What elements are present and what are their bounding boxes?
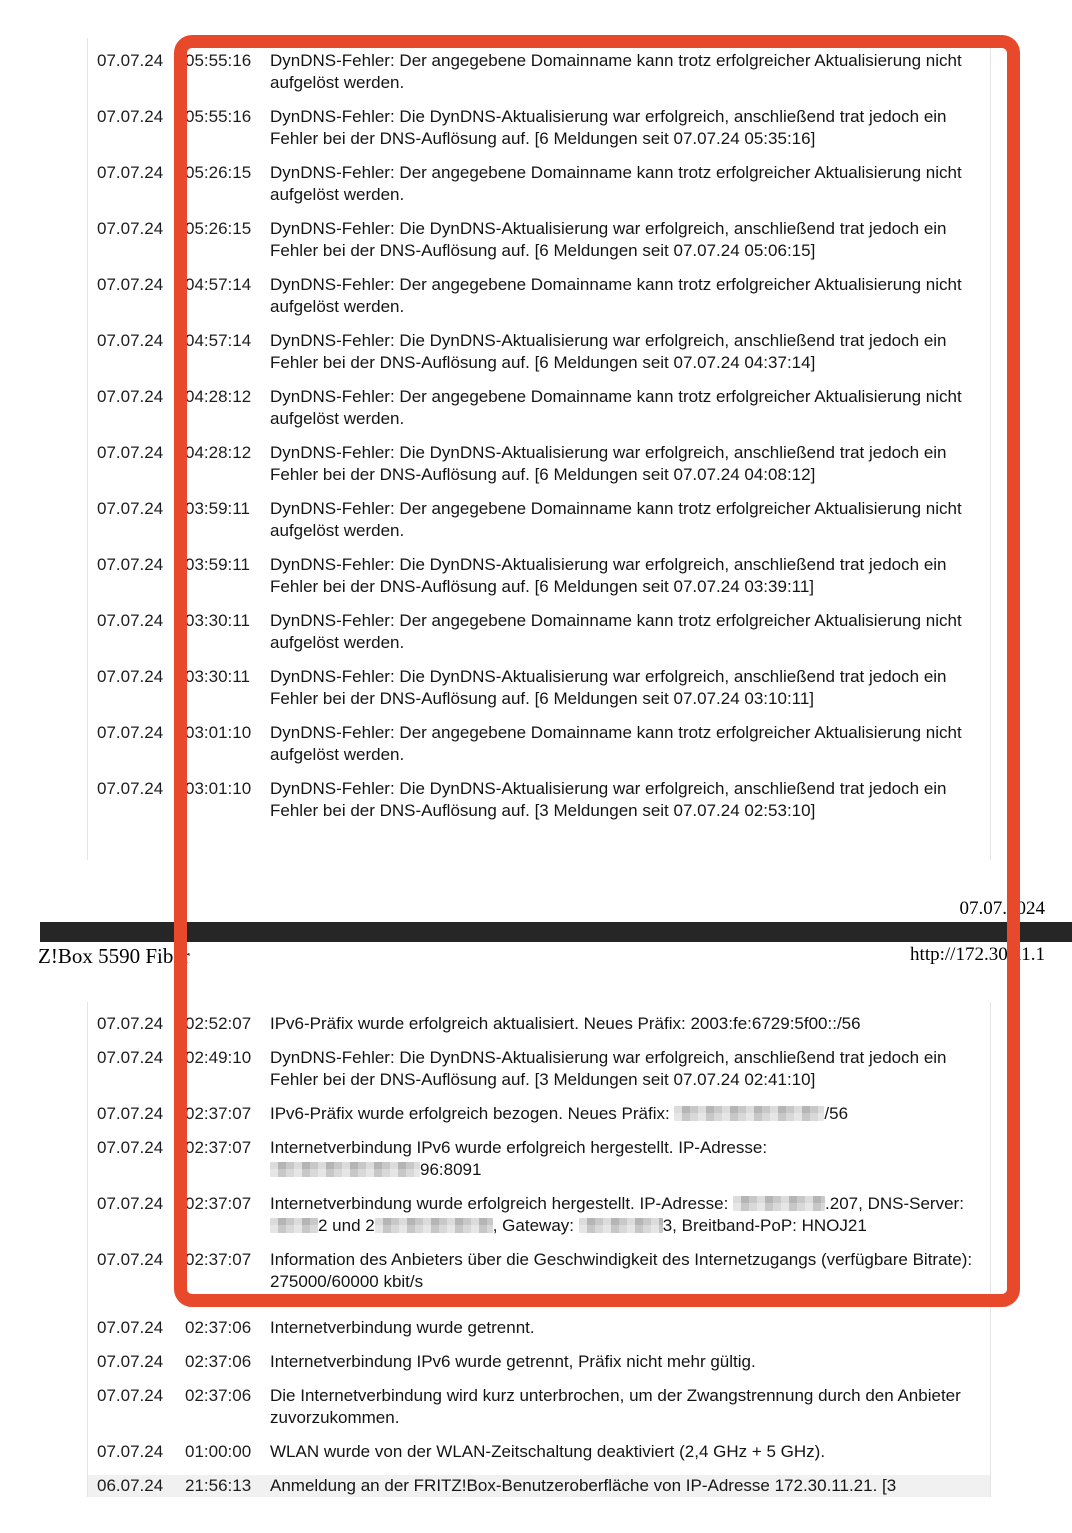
log-message-text: DynDNS-Fehler: Der angegebene Domainname kann trotz erfolgreicher Aktualisierung nicht aufgelöst werden. xyxy=(270,723,962,764)
log-row xyxy=(88,218,990,262)
log-message xyxy=(270,1137,990,1181)
redacted-value xyxy=(270,1162,420,1177)
log-date: 07.07.24 xyxy=(97,555,164,574)
log-date: 07.07.24 xyxy=(97,387,164,406)
log-time: 05:55:16 xyxy=(185,51,252,70)
log-time: 02:49:10 xyxy=(185,1048,252,1067)
log-time: 03:01:10 xyxy=(185,723,252,742)
redacted-value xyxy=(579,1218,663,1233)
log-message xyxy=(270,106,990,150)
log-message xyxy=(270,274,990,318)
log-date: 07.07.24 xyxy=(97,723,164,742)
log-time: 02:52:07 xyxy=(185,1014,252,1033)
log-message-text: Information des Anbieters über die Geschwindigkeit des Internetzugangs (verfügbare Bitrate): 275000/60000 kbit/s xyxy=(270,1250,973,1291)
log-page-2 xyxy=(87,1002,991,1497)
log-time: 03:59:11 xyxy=(185,555,250,574)
log-row xyxy=(88,1351,990,1373)
log-row xyxy=(88,386,990,430)
log-message-text: DynDNS-Fehler: Der angegebene Domainname kann trotz erfolgreicher Aktualisierung nicht aufgelöst werden. xyxy=(270,499,962,540)
log-row xyxy=(88,330,990,374)
log-row xyxy=(88,50,990,94)
log-message-text: 3, Breitband-PoP: HNOJ21 xyxy=(662,1216,867,1235)
log-rows-page-1 xyxy=(88,50,990,822)
log-time: 02:37:07 xyxy=(185,1250,252,1269)
log-date: 07.07.24 xyxy=(97,107,164,126)
print-device-title: Z!Box 5590 Fiber xyxy=(38,944,190,968)
log-message-text: DynDNS-Fehler: Die DynDNS-Aktualisierung war erfolgreich, anschließend trat jedoch ein Fehler bei der DNS-Auflösung auf. [6 Meldungen seit 07.07.24 03:10:11] xyxy=(270,667,947,708)
log-row xyxy=(88,722,990,766)
log-row xyxy=(88,1193,990,1237)
log-message xyxy=(270,330,990,374)
log-message-text: DynDNS-Fehler: Der angegebene Domainname kann trotz erfolgreicher Aktualisierung nicht aufgelöst werden. xyxy=(270,275,962,316)
log-message xyxy=(270,442,990,486)
log-row xyxy=(88,1249,990,1293)
log-row xyxy=(88,1385,990,1429)
log-message xyxy=(270,218,990,262)
log-row xyxy=(88,1137,990,1181)
log-message-text: .207, DNS-Server: xyxy=(825,1194,964,1213)
log-time: 03:30:11 xyxy=(185,667,250,686)
log-time: 21:56:13 xyxy=(185,1476,252,1495)
log-row xyxy=(88,274,990,318)
log-date: 07.07.24 xyxy=(97,779,164,798)
log-message xyxy=(270,1193,990,1237)
log-time: 05:26:15 xyxy=(185,219,252,238)
log-message xyxy=(270,1013,990,1035)
log-message-text: IPv6-Präfix wurde erfolgreich bezogen. Neues Präfix: xyxy=(270,1104,675,1123)
log-date: 07.07.24 xyxy=(97,1442,164,1461)
log-time: 02:37:07 xyxy=(185,1138,252,1157)
log-message-text: 96:8091 xyxy=(420,1160,482,1179)
redacted-value xyxy=(270,1218,318,1233)
log-row xyxy=(88,1013,990,1035)
log-message xyxy=(270,778,990,822)
log-date: 07.07.24 xyxy=(97,1194,164,1213)
log-message xyxy=(270,386,990,430)
log-message-text: DynDNS-Fehler: Die DynDNS-Aktualisierung war erfolgreich, anschließend trat jedoch ein Fehler bei der DNS-Auflösung auf. [3 Meldungen seit 07.07.24 02:53:10] xyxy=(270,779,947,820)
log-message xyxy=(270,610,990,654)
log-date: 07.07.24 xyxy=(97,51,164,70)
page-break-band xyxy=(40,922,1072,942)
log-date: 07.07.24 xyxy=(97,1138,164,1157)
log-date: 07.07.24 xyxy=(97,1352,164,1371)
log-date: 06.07.24 xyxy=(97,1476,164,1495)
log-message xyxy=(270,554,990,598)
log-row xyxy=(88,610,990,654)
log-message-text: WLAN wurde von der WLAN-Zeitschaltung deaktiviert (2,4 GHz + 5 GHz). xyxy=(270,1442,826,1461)
log-row xyxy=(88,1103,990,1125)
log-date: 07.07.24 xyxy=(97,1318,164,1337)
log-row xyxy=(88,498,990,542)
log-message xyxy=(270,722,990,766)
log-row xyxy=(88,1317,990,1339)
log-message-text: DynDNS-Fehler: Der angegebene Domainname kann trotz erfolgreicher Aktualisierung nicht aufgelöst werden. xyxy=(270,611,962,652)
log-time: 04:57:14 xyxy=(185,275,252,294)
redacted-value xyxy=(674,1106,824,1121)
log-message-text: DynDNS-Fehler: Der angegebene Domainname kann trotz erfolgreicher Aktualisierung nicht aufgelöst werden. xyxy=(270,163,962,204)
log-page-1 xyxy=(87,38,991,860)
log-row xyxy=(88,666,990,710)
redacted-value xyxy=(733,1196,825,1211)
log-time: 02:37:07 xyxy=(185,1104,252,1123)
log-row xyxy=(88,162,990,206)
log-time: 05:55:16 xyxy=(185,107,252,126)
log-time: 04:28:12 xyxy=(185,443,252,462)
print-page-meta xyxy=(38,944,1045,969)
log-date: 07.07.24 xyxy=(97,611,164,630)
log-message xyxy=(270,1475,990,1497)
log-date: 07.07.24 xyxy=(97,331,164,350)
log-row xyxy=(88,1475,990,1497)
log-time: 02:37:07 xyxy=(185,1194,252,1213)
log-time: 05:26:15 xyxy=(185,163,252,182)
log-message-text: DynDNS-Fehler: Die DynDNS-Aktualisierung war erfolgreich, anschließend trat jedoch ein Fehler bei der DNS-Auflösung auf. [6 Meldungen seit 07.07.24 03:39:11] xyxy=(270,555,947,596)
log-message-text: Anmeldung an der FRITZ!Box-Benutzeroberfläche von IP-Adresse 172.30.11.21. [3 xyxy=(270,1476,897,1495)
log-message xyxy=(270,1351,990,1373)
log-message-text: DynDNS-Fehler: Die DynDNS-Aktualisierung war erfolgreich, anschließend trat jedoch ein Fehler bei der DNS-Auflösung auf. [6 Meldungen seit 07.07.24 05:35:16] xyxy=(270,107,947,148)
log-date: 07.07.24 xyxy=(97,219,164,238)
log-message xyxy=(270,1249,990,1293)
log-message-text: Internetverbindung wurde erfolgreich hergestellt. IP-Adresse: xyxy=(270,1194,734,1213)
log-message xyxy=(270,162,990,206)
log-date: 07.07.24 xyxy=(97,1386,164,1405)
log-message-text: Internetverbindung wurde getrennt. xyxy=(270,1318,535,1337)
log-time: 02:37:06 xyxy=(185,1318,252,1337)
log-message xyxy=(270,1317,990,1339)
log-row xyxy=(88,442,990,486)
log-message xyxy=(270,498,990,542)
log-message-text: DynDNS-Fehler: Die DynDNS-Aktualisierung war erfolgreich, anschließend trat jedoch ein Fehler bei der DNS-Auflösung auf. [6 Meldungen seit 07.07.24 04:08:12] xyxy=(270,443,947,484)
log-time: 04:28:12 xyxy=(185,387,252,406)
log-time: 03:01:10 xyxy=(185,779,252,798)
print-page-date: 07.07.2024 xyxy=(959,898,1045,919)
log-date: 07.07.24 xyxy=(97,1104,164,1123)
log-time: 04:57:14 xyxy=(185,331,252,350)
log-message-text: IPv6-Präfix wurde erfolgreich aktualisiert. Neues Präfix: 2003:fe:6729:5f00::/56 xyxy=(270,1014,861,1033)
log-date: 07.07.24 xyxy=(97,443,164,462)
log-message-text: DynDNS-Fehler: Die DynDNS-Aktualisierung war erfolgreich, anschließend trat jedoch ein Fehler bei der DNS-Auflösung auf. [6 Meldungen seit 07.07.24 05:06:15] xyxy=(270,219,947,260)
log-message-text: DynDNS-Fehler: Die DynDNS-Aktualisierung war erfolgreich, anschließend trat jedoch ein Fehler bei der DNS-Auflösung auf. [3 Meldungen seit 07.07.24 02:41:10] xyxy=(270,1048,947,1089)
log-time: 03:30:11 xyxy=(185,611,250,630)
log-time: 02:37:06 xyxy=(185,1386,252,1405)
log-message-text: , Gateway: xyxy=(492,1216,579,1235)
log-message xyxy=(270,1047,990,1091)
log-message xyxy=(270,666,990,710)
log-time: 03:59:11 xyxy=(185,499,250,518)
log-date: 07.07.24 xyxy=(97,499,164,518)
log-message xyxy=(270,1385,990,1429)
log-message-text: DynDNS-Fehler: Der angegebene Domainname kann trotz erfolgreicher Aktualisierung nicht aufgelöst werden. xyxy=(270,51,962,92)
log-row xyxy=(88,1441,990,1463)
log-row xyxy=(88,106,990,150)
log-date: 07.07.24 xyxy=(97,1014,164,1033)
log-date: 07.07.24 xyxy=(97,1250,164,1269)
log-date: 07.07.24 xyxy=(97,163,164,182)
log-message-text: DynDNS-Fehler: Der angegebene Domainname kann trotz erfolgreicher Aktualisierung nicht aufgelöst werden. xyxy=(270,387,962,428)
log-time: 02:37:06 xyxy=(185,1352,252,1371)
log-message-text: /56 xyxy=(824,1104,849,1123)
log-rows-page-2 xyxy=(88,1013,990,1497)
log-date: 07.07.24 xyxy=(97,1048,164,1067)
redacted-value xyxy=(375,1218,493,1233)
print-device-url: http://172.30.11.1 xyxy=(910,944,1045,965)
log-message-text: DynDNS-Fehler: Die DynDNS-Aktualisierung war erfolgreich, anschließend trat jedoch ein Fehler bei der DNS-Auflösung auf. [6 Meldungen seit 07.07.24 04:37:14] xyxy=(270,331,947,372)
log-row xyxy=(88,554,990,598)
log-time: 01:00:00 xyxy=(185,1442,252,1461)
log-message-text: Internetverbindung IPv6 wurde getrennt, Präfix nicht mehr gültig. xyxy=(270,1352,756,1371)
log-row xyxy=(88,778,990,822)
log-message xyxy=(270,50,990,94)
log-message xyxy=(270,1441,990,1463)
log-message-text: Die Internetverbindung wird kurz unterbrochen, um der Zwangstrennung durch den Anbieter zuvorzukommen. xyxy=(270,1386,961,1427)
log-message-text: 2 und 2 xyxy=(318,1216,375,1235)
log-message xyxy=(270,1103,990,1125)
log-row xyxy=(88,1047,990,1091)
log-date: 07.07.24 xyxy=(97,667,164,686)
log-date: 07.07.24 xyxy=(97,275,164,294)
log-message-text: Internetverbindung IPv6 wurde erfolgreich hergestellt. IP-Adresse: xyxy=(270,1138,768,1157)
